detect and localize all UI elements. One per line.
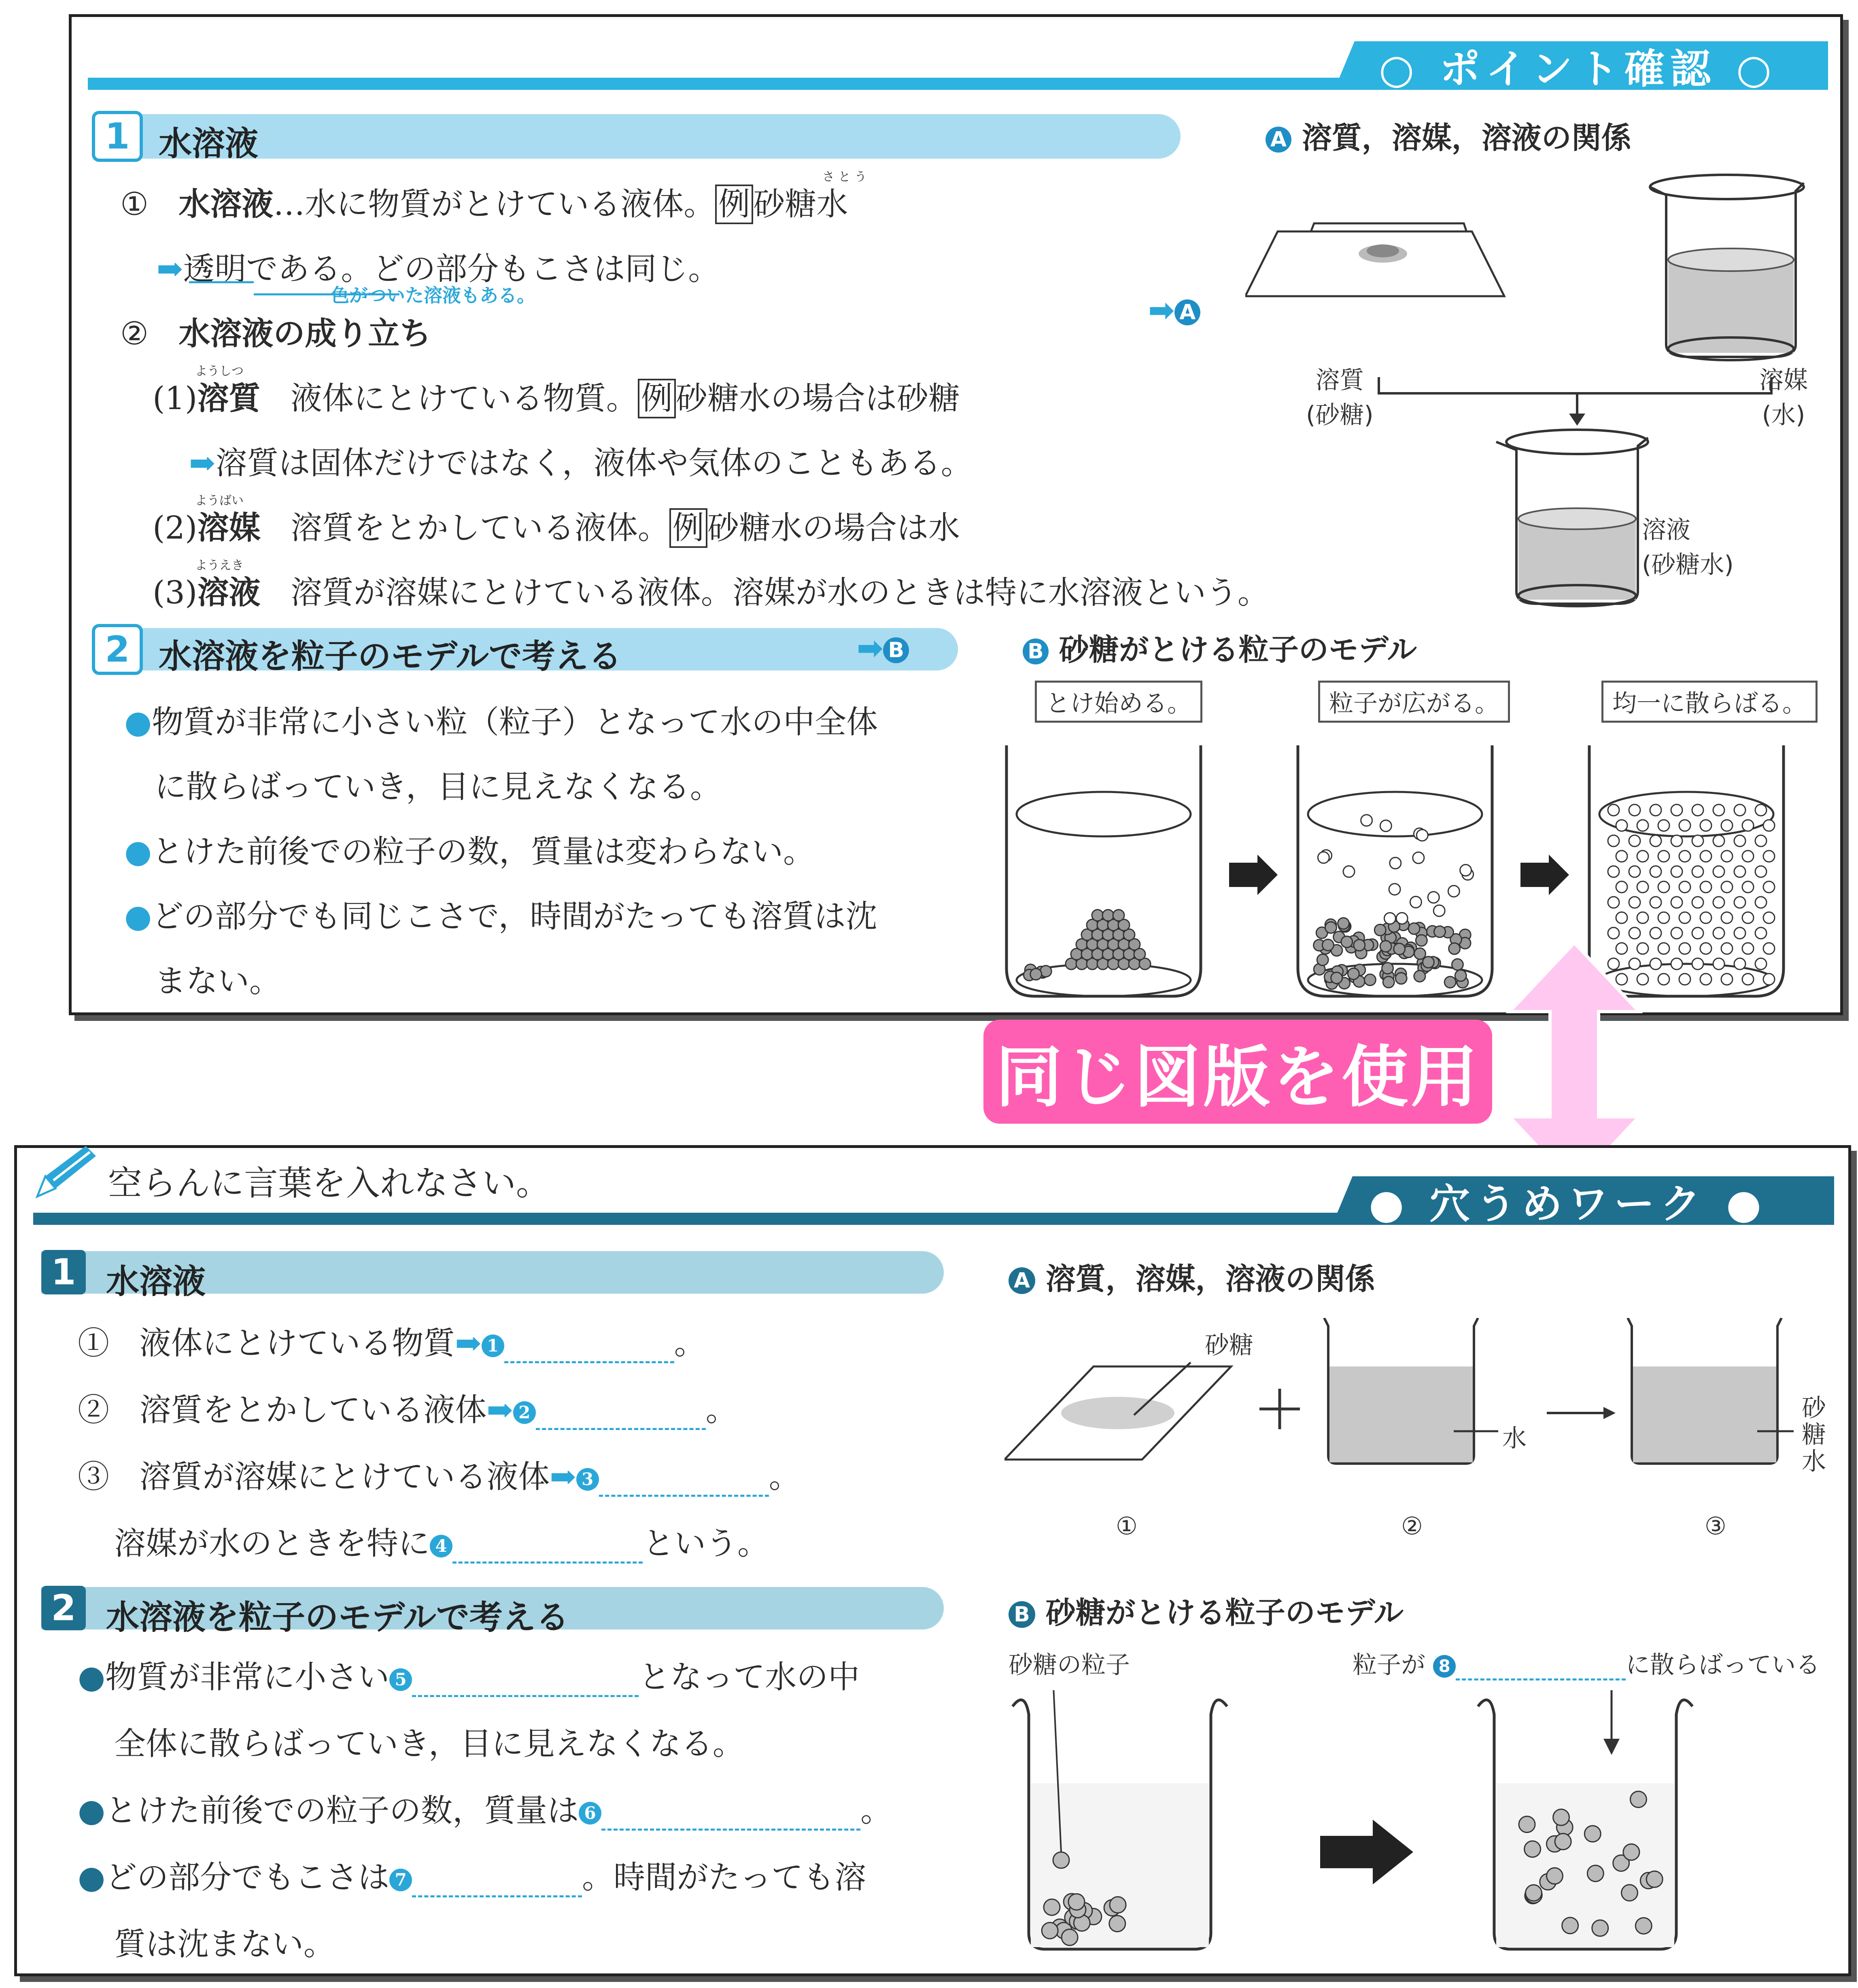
figA-solute: 溶質 (砂糖) [1306,366,1374,429]
section2-number: 2 [92,624,143,675]
s2-bullet3a: ●どの部分でも同じこさで，時間がたっても溶質は沈 [124,898,877,935]
transparent-underline [189,281,254,283]
figB-particle-diagram [1002,729,1828,1004]
b-figB-spread-label: 粒子が 8 に散らばっている [1353,1646,1820,1680]
section1-heading-bar [96,114,1181,159]
b-s2-bullet1b: 全体に散らばっていき，目に見えなくなる。 [114,1726,744,1762]
ruby-satou: さ と う [822,170,867,184]
b-figA-n1: ① [1116,1512,1138,1540]
ref-b: ➡ B [857,630,909,666]
instruction: 空らんに言葉を入れなさい。 [108,1163,550,1203]
line1: ① 水溶液…水に物質がとけている液体。 例 砂糖水 [120,179,848,224]
stage3-label: 均一に散らばる。 [1601,681,1818,723]
ruby-youeki: ようえき [195,558,244,573]
pencil-icon [29,1144,98,1205]
figA-title: A 溶質，溶媒，溶液の関係 [1266,114,1631,157]
figA-solvent: 溶媒 (水) [1759,366,1808,429]
b-figA-water: 水 [1502,1424,1527,1453]
b-section1-number: 1 [41,1250,86,1294]
b-figA-diagram [1004,1318,1830,1512]
b-figB-particles-label: 砂糖の粒子 [1009,1651,1130,1679]
b-section2-title: 水溶液を粒子のモデルで考える [106,1598,569,1637]
b-section1-title: 水溶液 [106,1262,206,1301]
s2-bullet1a: ●物質が非常に小さい粒（粒子）となって水の中全体 [124,704,878,740]
line4: (1)溶質 液体にとけている物質。 例 砂糖水の場合は砂糖 [153,373,960,418]
color-note: 色がついた溶液もある。 [331,284,535,306]
s2-bullet2: ●とけた前後での粒子の数，質量は変わらない。 [124,834,815,870]
section2-title: 水溶液を粒子のモデルで考える [159,637,622,676]
s2-bullet3b: まない。 [155,963,281,999]
b-figA-title: A 溶質，溶媒，溶液の関係 [1009,1255,1375,1298]
s2-bullet1b: に散らばっていき，目に見えなくなる。 [155,769,722,805]
section1-number: 1 [92,111,143,162]
section1-title: 水溶液 [159,125,259,163]
line6: (2)溶媒 溶質をとかしている液体。 例 砂糖水の場合は水 [153,503,960,548]
b-s2-bullet1a: ●物質が非常に小さい 5 となって水の中 [78,1652,860,1697]
fill-in-tab-label: ● 穴うめワーク ● [1369,1180,1767,1228]
stage2-label: 粒子が広がる。 [1318,681,1510,723]
line3: ② 水溶液の成り立ち [120,316,431,352]
q4: 溶媒が水のときを特に 4 という。 [114,1518,769,1564]
b-figA-solution: 砂糖水 [1802,1394,1826,1476]
ref-a: ➡ A [1148,292,1200,329]
fill-in-work-panel [14,1145,1851,1976]
q2: ② 溶質をとかしている液体➡ 2 。 [78,1385,737,1430]
ruby-youbai: ようばい [195,494,244,508]
b-figA-n2: ② [1401,1512,1423,1540]
q1: ① 液体にとけている物質➡ 1 。 [78,1318,706,1363]
q3: ③ 溶質が溶媒にとけている液体➡ 3 。 [78,1451,801,1497]
line2: ➡透明である。どの部分もこさは同じ。 [157,250,720,287]
same-figure-badge: 同じ図版を使用 [983,1020,1492,1124]
figA-solution: 溶液 (砂糖水) [1642,516,1734,579]
stage1-label: とけ始める。 [1035,681,1202,723]
b-figA-sugar: 砂糖 [1205,1331,1253,1360]
line7: (3)溶液 溶質が溶媒にとけている液体。溶媒が水のときは特に水溶液という。 [153,575,1269,611]
b-figB-title: B 砂糖がとける粒子のモデル [1009,1589,1404,1632]
b-section2-number: 2 [41,1586,86,1630]
b-figB-particle-diagram [1009,1690,1834,1965]
point-check-panel [69,14,1843,1015]
ruby-youshitsu: ようしつ [195,364,244,378]
b-s2-bullet2: ●とけた前後での粒子の数，質量は 6 。 [78,1785,892,1831]
point-check-tab-label: ○ ポイント確認 ○ [1379,45,1777,93]
line5: ➡溶質は固体だけではなく，液体や気体のこともある。 [189,445,973,482]
b-s2-bullet3a: ●どの部分でもこさは 7 。時間がたっても溶 [78,1852,866,1897]
b-figA-n3: ③ [1705,1512,1726,1540]
figB-title: B 砂糖がとける粒子のモデル [1023,626,1417,669]
b-s2-bullet3b: 質は沈まない。 [114,1926,336,1963]
